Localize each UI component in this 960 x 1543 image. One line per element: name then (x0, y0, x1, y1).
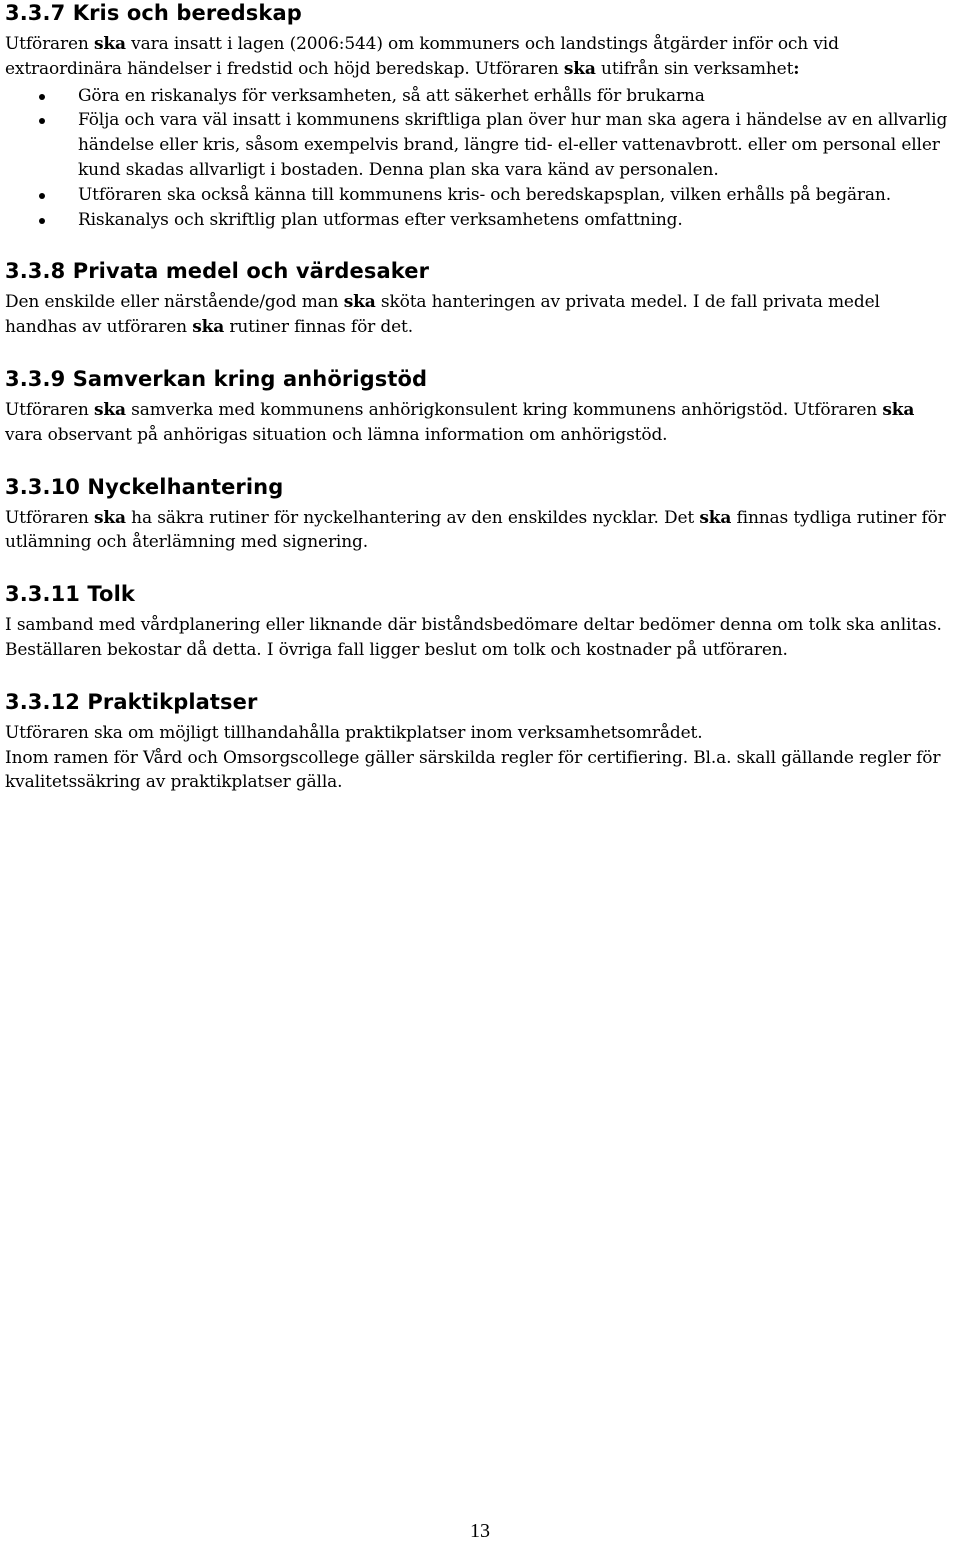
text-run-bold: ska (699, 507, 732, 528)
text-run: utifrån sin verksamhet (595, 58, 794, 79)
text-run-bold: ska (94, 34, 126, 54)
text-run: I samband med vårdplanering eller liknande där biståndsbedömare deltar bedömer denna om tolk ska anlitas. Beställaren bekostar då detta. I övriga fall ligger beslut om tolk och kostnader på utföraren. (5, 615, 948, 660)
section-paragraph (5, 721, 955, 795)
text-run-bold: ska (94, 399, 126, 420)
document-page (5, 0, 955, 795)
text-run: Utföraren ska om möjligt tillhandahålla praktikplatser inom verksamhetsområdet. Inom ramen för Vård och Omsorgscollege gäller särskilda regler för certifiering. Bl.a. skall gällande regler för kvalitetssäkring av praktikplatser gälla. (5, 722, 941, 793)
text-run: Utföraren (5, 507, 94, 528)
text-run-bold: ska (343, 292, 376, 313)
text-run: vara observant på anhörigas situation och lämna information om anhörigstöd. (5, 399, 920, 445)
section-heading: 3.3.11 Tolk (5, 582, 135, 607)
text-run: Den enskilde eller närstående/god man (5, 292, 344, 313)
text-run-bold: ska (563, 58, 596, 79)
section-intro (5, 32, 955, 82)
text-run-bold: ska (192, 317, 225, 338)
text-run-bold: : (793, 58, 800, 79)
text-run: Utföraren (5, 399, 94, 420)
text-run: sköta hanteringen av privata medel. I de fall privata medel handhas av utföraren (5, 292, 886, 338)
section-heading: 3.3.10 Nyckelhantering (5, 474, 284, 499)
section-heading: 3.3.7 Kris och beredskap (5, 1, 302, 25)
list-item: Riskanalys och skriftlig plan utformas efter verksamhetens omfattning. (5, 208, 955, 233)
section-praktikplatser (5, 689, 955, 795)
section-nyckelhantering (5, 474, 955, 556)
section-heading: 3.3.8 Privata medel och värdesaker (5, 259, 430, 284)
section-anhorigstod (5, 366, 955, 448)
section-paragraph (5, 613, 955, 663)
section-paragraph (5, 290, 955, 340)
section-paragraph (5, 506, 955, 556)
text-run-bold: ska (94, 507, 126, 528)
section-privata-medel (5, 258, 955, 340)
text-run: rutiner finnas för det. (224, 317, 413, 338)
text-run: ha säkra rutiner för nyckelhantering av den enskildes nycklar. Det (125, 507, 700, 528)
list-item: Utföraren ska också känna till kommunens kris- och beredskapsplan, vilken erhålls på begäran. (5, 183, 955, 208)
text-run-bold: ska (882, 399, 915, 420)
text-run: Utföraren (5, 34, 94, 54)
text-run: vara insatt i lagen (2006:544) om kommuners och landstings åtgärder inför och vid extraordinära händelser i fredstid och höjd beredskap. Utföraren (5, 34, 845, 79)
section-paragraph (5, 398, 955, 448)
list-item: Följa och vara väl insatt i kommunens skriftliga plan över hur man ska agera i händelse av en allvarlig händelse eller kris, såsom exempelvis brand, längre tid- el-eller vattenavbrott. eller om personal eller kund skadas allvarligt i bostaden. Denna plan ska vara känd av personalen. (5, 108, 955, 182)
text-run: samverka med kommunens anhörigkonsulent kring kommunens anhörigstöd. Utföraren (125, 399, 883, 420)
section-heading: 3.3.9 Samverkan kring anhörigstöd (5, 366, 428, 391)
section-tolk (5, 581, 955, 663)
bullet-list (5, 84, 955, 233)
section-heading: 3.3.12 Praktikplatser (5, 689, 258, 714)
page-number: 13 (470, 1520, 490, 1542)
section-kris-och-beredskap (5, 0, 955, 232)
list-item: Göra en riskanalys för verksamheten, så att säkerhet erhålls för brukarna (5, 84, 955, 109)
text-run: finnas tydliga rutiner för utlämning och återlämning med signering. (5, 507, 951, 553)
